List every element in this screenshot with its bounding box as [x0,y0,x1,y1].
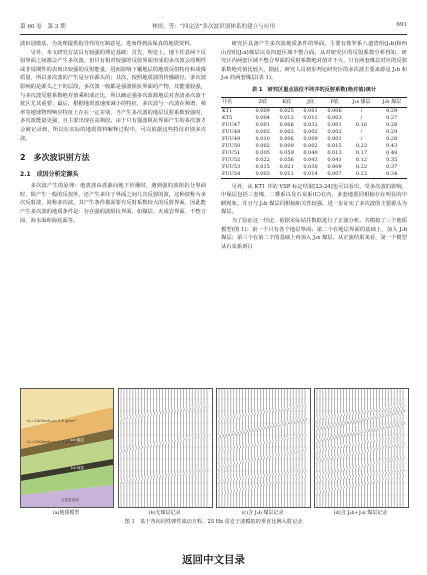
model-param: Vₚ=2300m/s,ρ=1.4 g/cm³ [27,439,77,444]
table-row [221,143,407,150]
table-cell: 0.032 [303,121,318,128]
trace [373,389,375,507]
table-header-cell: J₁b 煤层 [376,97,407,107]
section-heading: 2 多次波识别方法 [20,153,90,163]
table-cell: 0.27 [386,114,398,121]
panel-label: (c)含 J₂b 煤层记录 [241,510,284,516]
table-cell: 0.013 [327,149,342,156]
trace [204,389,206,507]
trace [145,389,147,507]
trace [228,389,230,507]
trace [284,389,286,507]
trace [240,389,242,507]
table-cell: 0.009 [279,142,294,149]
trace [296,389,298,507]
trace [150,389,152,507]
panel-label: (d)含 J₂b+J₂x 煤层记录 [333,510,388,516]
trace [332,389,334,507]
trace [222,389,225,507]
table-cell: FUU54 [221,171,251,179]
table-cell: 0.009 [303,135,318,142]
table-header-row [221,97,407,107]
table-cell: FUU50 [222,142,241,149]
trace [124,389,126,507]
table-cell: 0.003 [251,171,275,179]
table-cell: 0.041 [327,156,342,163]
back-to-contents-link[interactable]: 返回中文目录 [182,554,245,566]
table-cell: 0.28 [386,135,398,142]
table-cell: 0.12 [355,156,368,163]
trace [394,389,396,507]
trace [385,389,388,507]
trace [403,389,405,507]
table-cell: 0.005 [255,149,270,156]
page-header [20,22,407,34]
trace [400,389,403,507]
trace [168,389,170,507]
trace [165,389,167,507]
trace [326,389,328,507]
table-row [221,157,407,164]
geologic-model-graphic [21,389,113,507]
coal-seam-label: J₂x 煤层 [71,438,84,442]
table-cell: FUU53 [222,163,241,170]
table-cell: 0.001 [303,107,318,114]
seismic-traces [315,389,408,507]
table-cell: / [360,114,363,121]
paragraph: 为了验证这一结论，依据实际钻井数据进行了正演分析。共模拟了三个地质模型(图 1)：第一个只有各个地层界面；第二个在地层界面的基础上，加入 J₂b 煤层；第三个在第二个的基础上再加入 J₂x 煤层。从正演结果来看，第一个模型从石炭系到白 [221,217,407,250]
table-cell: 0.002 [255,142,270,149]
trace [391,389,393,507]
table-cell: 0.001 [255,121,270,128]
trace [263,389,265,507]
table-header-cell: P底 [323,97,347,107]
trace [346,389,348,507]
table-cell: 0.025 [279,107,294,114]
trace [251,389,254,507]
trace [219,389,221,507]
trace [370,389,373,507]
table-header-cell: K底 [275,97,299,107]
trace [382,389,384,507]
trace [171,389,173,507]
trace [186,389,188,507]
paragraph: 另外，本文研究方法具有较强的理论基础：首先，理论上，地下任意两个反射界面之间都会产生多次波，但只有相对较强的反射界面形成的多次波会周期性或非周期性的表现出较强的反射能量，进而影响下覆地层的地震反射特征和成像质量，所以多次波的产生是存在源头的；其次，按照地震波的传播路径，多次波影响的是源头之下的层段，多次波一般都是强波阻抗界面的产物，其能量较强，与多次波反射系数绝对值乘积成正比，所以确定强多次波源地层对查清多次波干扰区尤其重要；最后，根据地震波速度减小的特征，多次波与一次波在频谱、频率等地球物理响应特征上存在一定差别，当产生多次波的地层反射系数较强时，多次波能量更强，且主要出现在高频段。由于只有强波阻抗界面产生的多次波才会被记录到，所以在实际的地震资料解释过程中，可以依据这些特征识别多次波。 [20,49,206,142]
trace [189,389,190,507]
trace [139,389,141,507]
trace [257,389,260,507]
trace [338,389,340,507]
figure-caption: 图 1 基于各向同性弹性波动方程、25 Hz 雷克子波模拟的垂直比例入射记录 [124,519,303,525]
record-panel-no-coal [118,388,213,508]
table-cell: 0.006 [279,121,294,128]
paragraph: 研究区具备产生多次波地质条件的界面，主要有侏罗系八道湾组(J₁b)和西山窑组(J₂x)煤层以及四道区域不整合面。从对研究区的反射系数分析得知，研究区内两套区域不整合界面的反射系数绝对值并不大，只有两套煤层对应的反射系数绝对值比较大，据此，研究人员初步判定研究区的多次波主要来源是 J₁b 和 J₂x 的两套煤层(表 1)。 [221,41,407,82]
trace [245,389,247,507]
table-cell: / [360,107,363,114]
table-cell: 0.009 [327,163,342,170]
table-cell: 0.17 [355,149,368,156]
right-column [221,40,407,251]
table-cell: 0.021 [279,163,294,170]
trace [153,389,155,507]
panel-label: (a)地质模型 [52,510,80,516]
table-cell: FUU48 [222,128,241,135]
trace [272,389,275,507]
trace [260,389,262,507]
header-rule [20,34,407,35]
table-header-cell: J底 [299,97,323,107]
figure-1 [20,388,407,524]
table-cell: 0.001 [327,135,342,142]
table-cell: 0.16 [355,121,368,128]
coal-seam-label: J₁b 煤层 [71,466,85,470]
table-cell: FUU49 [222,135,241,142]
trace [236,389,239,507]
table-row [221,129,407,136]
paragraph: 另外，从 KT1 井的 VSP 标定结果[23-24]也可以看出，受多次波的影响，中保层包括三套煤、二叠系以及石炭系(C)在内，多套地震同相轴存在明显的中断现象，并且与 J₂b 煤层同相轴和关性较强，进一步证实了多次波的主要源头为煤层。 [221,183,407,216]
table-cell: FUU51 [222,149,241,156]
trace [201,389,202,507]
trace [302,389,305,507]
table-cell: 0.015 [255,163,270,170]
trace [329,389,331,507]
trace [142,389,143,507]
trace [174,389,175,507]
running-title: 林煜，等：“四定法”多次波识别体系的建立与应用 [151,24,276,30]
trace [133,389,135,507]
table-cell: 0.006 [327,107,342,114]
trace [225,389,227,507]
trace [367,389,369,507]
table-cell: 0.001 [327,121,342,128]
record-panel-j2b-j2x-coal [314,388,409,508]
table-row [221,164,407,171]
trace [127,389,129,507]
table-cell: 0.43 [386,142,398,149]
table-cell: 0.009 [255,107,270,114]
trace [343,389,345,507]
trace [376,389,378,507]
table-cell: 0.37 [386,163,398,170]
trace [293,389,295,507]
table-cell: 0.040 [303,149,318,156]
trace [349,389,352,507]
table-cell: FUU47 [222,121,241,128]
table-cell: 0.22 [346,171,376,179]
seismic-traces [217,389,310,507]
table-cell: 0.48 [386,149,398,156]
table-cell: KT1 [222,107,233,114]
trace [340,389,342,507]
table-cell: 0.23 [355,142,368,149]
table-cell: 0.015 [327,142,342,149]
trace [355,389,358,507]
journal-volume: 第 60 卷 第 3 期 [20,24,66,30]
trace [162,389,163,507]
table-cell: 0.056 [279,156,294,163]
trace [361,389,363,507]
trace [254,389,256,507]
table-cell: 0.006 [279,135,294,142]
trace [290,389,292,507]
geologic-model-panel [20,388,114,508]
model-param: Vₚ=2400m/s,ρ=1.5 g/cm³ [27,418,77,423]
table-row [221,136,407,143]
table-cell: 0.010 [255,135,270,142]
trace [281,389,284,507]
trace [136,389,138,507]
trace [156,389,157,507]
table-cell: 0.022 [255,156,270,163]
table-cell: 0.002 [303,142,318,149]
table-row [221,171,407,179]
trace [379,389,382,507]
trace [242,389,244,507]
page-number: 691 [396,22,407,28]
trace [317,389,319,507]
table-cell: 0.29 [386,107,398,114]
table-cell: 0.011 [303,114,318,121]
table-caption: 表 1 研究区重点层位不同井的反射系数(绝对值)统计 [251,86,377,93]
table-cell: 0.043 [303,156,318,163]
table-row [221,122,407,129]
trace [269,389,271,507]
trace [159,389,161,507]
table-cell: 0.004 [255,114,270,121]
trace [397,389,399,507]
trace [305,389,307,507]
trace [323,389,325,507]
table-cell: 0.011 [275,171,299,179]
table-cell: 0.030 [303,163,318,170]
table-cell: 0.002 [255,128,270,135]
trace [234,389,236,507]
trace [320,389,323,507]
table-header-cell: Z底 [251,97,275,107]
trace [352,389,354,507]
panel-label: (b)无煤层记录 [148,510,181,516]
table-cell: KT5 [222,114,233,121]
trace [364,389,367,507]
table-cell: 0.002 [327,128,342,135]
table-cell: 0.28 [386,121,398,128]
table-row [221,150,407,157]
table-cell: 0.003 [327,114,342,121]
trace [177,389,179,507]
trace [388,389,390,507]
table-cell: FUU52 [222,156,241,163]
trace [299,389,301,507]
trace [121,389,122,507]
table-cell: 0.29 [386,128,398,135]
paragraph: 多次波产生的原理：地震波由震源向地下传播时，遇到强的波阻抗分界面时，除产生一般的反射外，还产生来往于界面之间几次反射的波，这种波称为多次反射波，简称多次波。其产生条件都需要有反射系数较大的反射界面，因此能产生多次波的地质条件是：存在强的波阻抗界面，如煤层、火成岩界面、不整合面、海水面和海底面等。 [20,183,206,224]
table-cell: 0.014 [299,171,323,179]
trace [130,389,131,507]
table-cell: / [360,128,363,135]
table-cell: 0.007 [323,171,347,179]
table-cell: 0.34 [376,171,407,179]
table-header-cell: 井名 [221,97,251,107]
table-header-cell: J₂x 煤层 [346,97,376,107]
seismic-traces [119,389,212,507]
paragraph: 波识别奠基，为处理提供指导性的压制意见，进而得到高保真的地震资料。 [20,41,195,47]
table-cell: 0.002 [303,128,318,135]
table-cell: 0.059 [279,149,294,156]
trace [334,389,337,507]
trace [275,389,277,507]
trace [148,389,149,507]
reflection-coefficient-table [221,97,407,179]
table-body [221,107,407,178]
trace [195,389,196,507]
table-row [221,115,407,122]
basement-label: 石炭系基底 [61,498,79,502]
trace [358,389,360,507]
trace [207,389,209,507]
trace [180,389,182,507]
trace [198,389,200,507]
table-cell: 0.012 [279,114,294,121]
trace [287,389,290,507]
trace [192,389,194,507]
trace [183,389,184,507]
table-cell: / [360,135,363,142]
record-panel-j2b-coal [216,388,311,508]
table-cell: 0.22 [355,163,368,170]
table-cell: 0.002 [279,128,294,135]
table-row [221,107,407,115]
left-column [20,40,206,225]
trace [266,389,269,507]
trace [248,389,250,507]
trace [278,389,280,507]
subsection-heading: 2.1 成因分析定源头 [20,171,79,179]
trace [231,389,233,507]
table-cell: 0.35 [386,156,398,163]
